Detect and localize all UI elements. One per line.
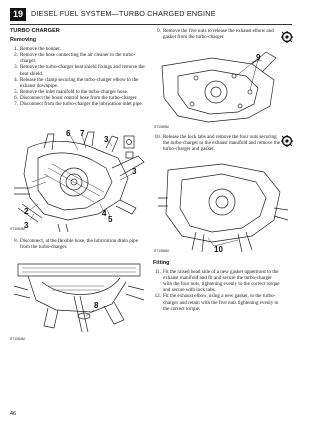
- step-item: 8. Disconnect, at the flexible hose, the lubrication drain pipe from the turbo-charger.: [14, 238, 138, 251]
- callout-label: 3: [24, 221, 29, 230]
- step-item: 12. Fit the exhaust elbow, using a new gasket, to the turbo-charger and retain with the five nuts tightening evenly to the correct torque.: [154, 293, 279, 312]
- callout-label: 5: [108, 215, 113, 224]
- figure-code: ST1084M: [10, 337, 25, 341]
- left-column: [10, 28, 148, 107]
- turbo-overview-drawing: [8, 128, 150, 232]
- step-9-block: [153, 28, 281, 40]
- callout-label: 10: [214, 245, 223, 254]
- step-8-block: [10, 238, 148, 250]
- callout-label: 3: [104, 135, 109, 144]
- callout-label: 8: [94, 301, 99, 310]
- section-number-badge: 19: [10, 8, 26, 21]
- callout-label: 4: [102, 209, 107, 218]
- exhaust-elbow-drawing: [152, 46, 290, 130]
- figure-turbo-manifold: [152, 158, 290, 254]
- figure-drain-pipe: [8, 256, 150, 342]
- header-divider: [10, 24, 292, 25]
- step-10-block: [153, 134, 281, 152]
- section-title: DIESEL FUEL SYSTEM—TURBO CHARGED ENGINE: [31, 9, 216, 18]
- step-item: 7. Disconnect from the turbo-charger the lubrication inlet pipe.: [14, 101, 143, 108]
- step-item: 6. Disconnect the boost control hose from the turbo-charger.: [14, 94, 138, 101]
- step-item: 2. Remove the hose connecting the air cleaner to the turbo-charger.: [14, 52, 136, 65]
- step-item: 10. Release the lock tabs and remove the four nuts securing the turbo-charger to the exhaust manifold and remove the turbo-charger and gasket.: [154, 134, 281, 153]
- page-header: [10, 8, 292, 22]
- step-item: 4. Release the clamp securing the turbo-charger elbow to the exhaust downpipe.: [14, 76, 139, 89]
- removing-steps: [10, 46, 148, 107]
- figure-turbo-overview: [8, 128, 150, 232]
- torque-wrench-icon: [280, 134, 294, 153]
- callout-label: 2: [24, 207, 29, 216]
- figure-code: ST1085M: [154, 125, 169, 129]
- step-item: 9. Remove the five nuts to release the exhaust elbow and gasket from the turbo-charger.: [157, 28, 274, 41]
- step-item: 5. Remove the inlet manifold to the turbo-charger hose.: [14, 88, 128, 95]
- callout-label: 7: [80, 129, 85, 138]
- fitting-block: [153, 260, 281, 312]
- figure-code: ST1083M: [10, 227, 25, 231]
- callout-label: 6: [66, 129, 71, 138]
- step-item: 11. Fit the raised head side of a new gasket uppermost to the exhaust manifold and fit and secure the turbo-charger with the four nuts, tightening evenly to the correct torque and secure with lock tabs.: [154, 269, 280, 294]
- step-item: 1. Remove the bonnet.: [14, 46, 61, 53]
- section-heading: TURBO CHARGER: [10, 28, 60, 34]
- step-item: 3. Remove the turbo-charger heat shield fixings and remove the heat shield.: [14, 64, 145, 77]
- figure-exhaust-elbow: [152, 46, 290, 130]
- removing-heading: Removing: [10, 37, 37, 44]
- drain-pipe-drawing: [8, 256, 150, 342]
- figure-code: ST1086M: [154, 249, 169, 253]
- page-number: 46: [10, 411, 17, 417]
- callout-label: 3: [132, 167, 137, 176]
- callout-label: 9: [256, 53, 261, 62]
- fitting-heading: Fitting: [153, 260, 170, 266]
- turbo-manifold-drawing: [152, 158, 290, 254]
